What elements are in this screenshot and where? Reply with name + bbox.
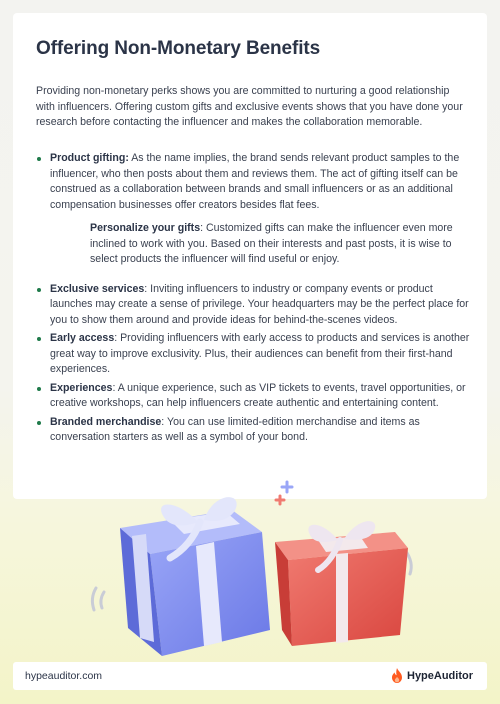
sparkle-icon: [276, 482, 292, 504]
brand-logo[interactable]: [391, 668, 473, 683]
list-item: [36, 415, 476, 446]
intro-paragraph: Providing non-monetary perks shows you are committed to nurturing a good relationship with influencers. Offering custom gifts and exclusive events shows that you have done your research before contacting the influencer and makes the collaboration memorable.: [36, 85, 463, 128]
brand-name: HypeAuditor: [407, 669, 473, 682]
item-text: : You can use limited-edition merchandise and items as conversation starters as well as a symbol of your bond.: [50, 415, 420, 443]
sub-note: [90, 221, 455, 268]
list-item: [36, 381, 476, 412]
list-item: [36, 331, 476, 378]
list-item: [36, 151, 476, 268]
bullet-icon: [37, 337, 41, 341]
list-item: [36, 282, 476, 329]
benefits-list: [36, 151, 476, 446]
page-title: Offering Non-Monetary Benefits: [36, 38, 321, 59]
item-label: Product gifting:: [50, 152, 129, 164]
bullet-icon: [37, 387, 41, 391]
blue-gift-box: [120, 497, 270, 656]
flame-icon: [391, 668, 403, 683]
bullet-icon: [37, 157, 41, 161]
item-label: Early access: [50, 332, 115, 344]
sub-note-label: Personalize your gifts: [90, 222, 201, 234]
item-text: : Providing influencers with early access to products and services is another great way to improve exclusivity. Plus, their audiences can benefit from their first-hand experiences.: [50, 332, 470, 375]
sub-note-text: : Customized gifts can make the influencer even more inclined to work with you. Based on their interests and past posts, it is wise to select products the influencer will find useful or enjoy.: [90, 222, 453, 265]
item-text: : A unique experience, such as VIP tickets to events, travel opportunities, or creative workshops, can help influencers create authentic and entertaining content.: [50, 381, 466, 409]
item-text: : Inviting influencers to industry or company events or product launches may create a sense of privilege. Your headquarters may be the perfect place for you to show them around and provide ideas for behind-the-scenes videos.: [50, 282, 469, 326]
footer-url[interactable]: hypeauditor.com: [25, 670, 103, 682]
item-text: As the name implies, the brand sends relevant product samples to the influencer, who then posts about them and reviews them. The act of gifting itself can be construed as a collaboration between brands and small influencers or as an additional compensation businesses offer creators besides flat fees.: [50, 152, 460, 211]
item-label: Branded merchandise: [50, 415, 162, 428]
bullet-icon: [37, 288, 41, 292]
content-card: [13, 13, 487, 499]
gift-boxes-illustration: [0, 470, 500, 670]
bullet-icon: [37, 421, 41, 425]
red-gift-box: [275, 521, 408, 646]
footer-bar: [13, 662, 487, 690]
item-label: Exclusive services: [50, 282, 145, 295]
item-label: Experiences: [50, 381, 113, 394]
